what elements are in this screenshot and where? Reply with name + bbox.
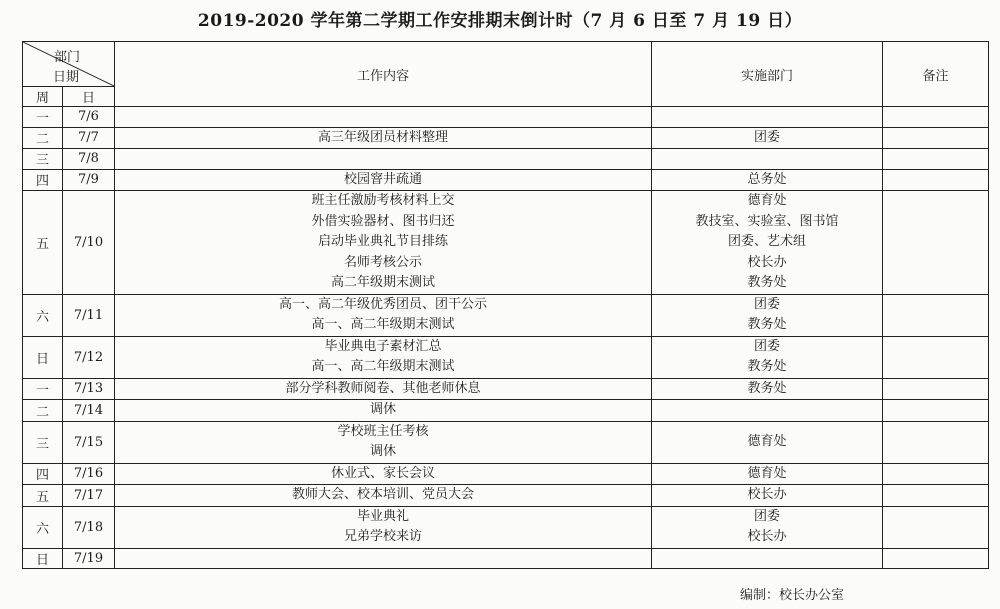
dept-item: 团委 — [753, 338, 780, 354]
dept-item: 团委 — [753, 129, 780, 145]
work-item: 高一、高二年级期末测试 — [311, 317, 455, 332]
week-cell: 五 — [23, 191, 63, 295]
schedule-row — [23, 294, 989, 336]
dept-cell — [652, 149, 883, 170]
content-cell — [115, 191, 652, 295]
note-cell — [883, 107, 989, 128]
week-cell: 六 — [23, 506, 63, 548]
week-cell: 一 — [23, 107, 63, 128]
dept-cell — [652, 169, 883, 191]
work-item: 名师考核公示 — [343, 254, 422, 270]
date-cell: 7/14 — [63, 400, 115, 422]
note-header: 备注 — [883, 42, 989, 107]
dept-header: 实施部门 — [652, 42, 883, 107]
schedule-row — [23, 485, 989, 507]
schedule-row — [23, 149, 989, 170]
week-cell: 六 — [23, 294, 63, 336]
note-cell — [883, 421, 989, 463]
work-item: 兄弟学校来访 — [343, 529, 422, 544]
work-item: 高三年级团员材料整理 — [317, 129, 448, 145]
dept-item: 德育处 — [747, 193, 787, 208]
schedule-row — [23, 169, 989, 191]
work-item: 校园窨井疏通 — [343, 171, 422, 187]
work-item: 部分学科教师阅卷、其他老师休息 — [285, 380, 481, 396]
corner-dept-label: 部门 — [53, 50, 80, 65]
dept-cell — [652, 336, 883, 378]
note-cell — [883, 169, 989, 191]
date-cell: 7/7 — [63, 127, 115, 149]
dept-item: 校长办 — [747, 254, 787, 270]
dept-cell — [652, 506, 883, 548]
note-cell — [883, 485, 989, 507]
dept-item: 德育处 — [747, 433, 787, 449]
content-cell — [115, 107, 652, 128]
schedule-table — [22, 41, 989, 569]
work-item: 启动毕业典礼节目排练 — [317, 234, 448, 249]
schedule-row — [23, 127, 989, 149]
footer-credit: 编制：校长办公室 — [740, 588, 845, 603]
work-item: 毕业典礼 — [356, 508, 409, 524]
dept-item: 团委、艺术组 — [727, 234, 806, 249]
corner-date-label: 日期 — [53, 70, 80, 85]
week-cell: 日 — [23, 548, 63, 569]
week-cell: 日 — [23, 336, 63, 378]
dept-item: 德育处 — [747, 465, 787, 481]
date-cell: 7/11 — [63, 294, 115, 336]
work-item: 毕业典电子素材汇总 — [324, 338, 442, 354]
content-cell — [115, 378, 652, 400]
work-item: 高一、高二年级期末测试 — [311, 359, 455, 374]
note-cell — [883, 400, 989, 422]
date-cell: 7/8 — [63, 149, 115, 170]
schedule-row — [23, 506, 989, 548]
note-cell — [883, 294, 989, 336]
week-cell: 一 — [23, 378, 63, 400]
note-cell — [883, 336, 989, 378]
schedule-row — [23, 421, 989, 463]
dept-cell — [652, 191, 883, 295]
date-cell: 7/15 — [63, 421, 115, 463]
dept-cell — [652, 127, 883, 149]
work-item: 班主任激励考核材料上交 — [311, 193, 455, 208]
date-cell: 7/16 — [63, 463, 115, 485]
page-title: 2019-2020 学年第二学期工作安排期末倒计时（7 月 6 日至 7 月 19 日） — [197, 11, 803, 31]
work-item: 调休 — [369, 444, 396, 459]
dept-cell — [652, 400, 883, 422]
content-header: 工作内容 — [115, 42, 652, 107]
dept-item: 教技室、实验室、图书馆 — [695, 213, 839, 229]
note-cell — [883, 463, 989, 485]
date-cell: 7/13 — [63, 378, 115, 400]
dept-item: 校长办 — [747, 487, 787, 502]
dept-cell — [652, 485, 883, 507]
schedule-row — [23, 336, 989, 378]
dept-item: 团委 — [753, 296, 780, 312]
date-cell: 7/19 — [63, 548, 115, 569]
content-cell — [115, 169, 652, 191]
week-cell: 三 — [23, 149, 63, 170]
day-header: 日 — [63, 87, 115, 107]
date-cell: 7/18 — [63, 506, 115, 548]
dept-item: 教务处 — [747, 317, 787, 332]
corner-cell — [23, 42, 115, 87]
dept-item: 校长办 — [747, 529, 787, 544]
work-item: 休业式、家长会议 — [330, 465, 435, 481]
note-cell — [883, 378, 989, 400]
content-cell — [115, 294, 652, 336]
content-cell — [115, 485, 652, 507]
schedule-row — [23, 548, 989, 569]
week-cell: 五 — [23, 485, 63, 507]
week-cell: 四 — [23, 463, 63, 485]
week-cell: 三 — [23, 421, 63, 463]
dept-item: 教务处 — [747, 380, 787, 396]
note-cell — [883, 149, 989, 170]
dept-item: 团委 — [753, 508, 780, 524]
dept-cell — [652, 548, 883, 569]
schedule-row — [23, 191, 989, 295]
work-item: 高一、高二年级优秀团员、团干公示 — [278, 296, 487, 312]
date-cell: 7/9 — [63, 169, 115, 191]
dept-cell — [652, 294, 883, 336]
header-row — [23, 42, 989, 87]
content-cell — [115, 400, 652, 422]
content-cell — [115, 127, 652, 149]
week-header: 周 — [23, 87, 63, 107]
work-item: 外借实验器材、图书归还 — [311, 213, 455, 229]
dept-item: 教务处 — [747, 275, 787, 290]
date-cell: 7/6 — [63, 107, 115, 128]
schedule-row — [23, 400, 989, 422]
dept-cell — [652, 463, 883, 485]
work-item: 调休 — [369, 402, 396, 417]
dept-item: 总务处 — [747, 171, 787, 187]
week-cell: 四 — [23, 169, 63, 191]
content-cell — [115, 506, 652, 548]
schedule-row — [23, 107, 989, 128]
schedule-row — [23, 463, 989, 485]
schedule-row — [23, 378, 989, 400]
content-cell — [115, 149, 652, 170]
note-cell — [883, 548, 989, 569]
dept-item: 教务处 — [747, 359, 787, 374]
week-cell: 二 — [23, 400, 63, 422]
work-item: 高二年级期末测试 — [330, 275, 435, 290]
content-cell — [115, 548, 652, 569]
date-cell: 7/12 — [63, 336, 115, 378]
note-cell — [883, 191, 989, 295]
note-cell — [883, 506, 989, 548]
content-cell — [115, 463, 652, 485]
work-item: 教师大会、校本培训、党员大会 — [291, 487, 474, 502]
content-cell — [115, 421, 652, 463]
work-item: 学校班主任考核 — [337, 423, 429, 439]
week-cell: 二 — [23, 127, 63, 149]
dept-cell — [652, 421, 883, 463]
date-cell: 7/10 — [63, 191, 115, 295]
note-cell — [883, 127, 989, 149]
date-cell: 7/17 — [63, 485, 115, 507]
dept-cell — [652, 378, 883, 400]
content-cell — [115, 336, 652, 378]
dept-cell — [652, 107, 883, 128]
